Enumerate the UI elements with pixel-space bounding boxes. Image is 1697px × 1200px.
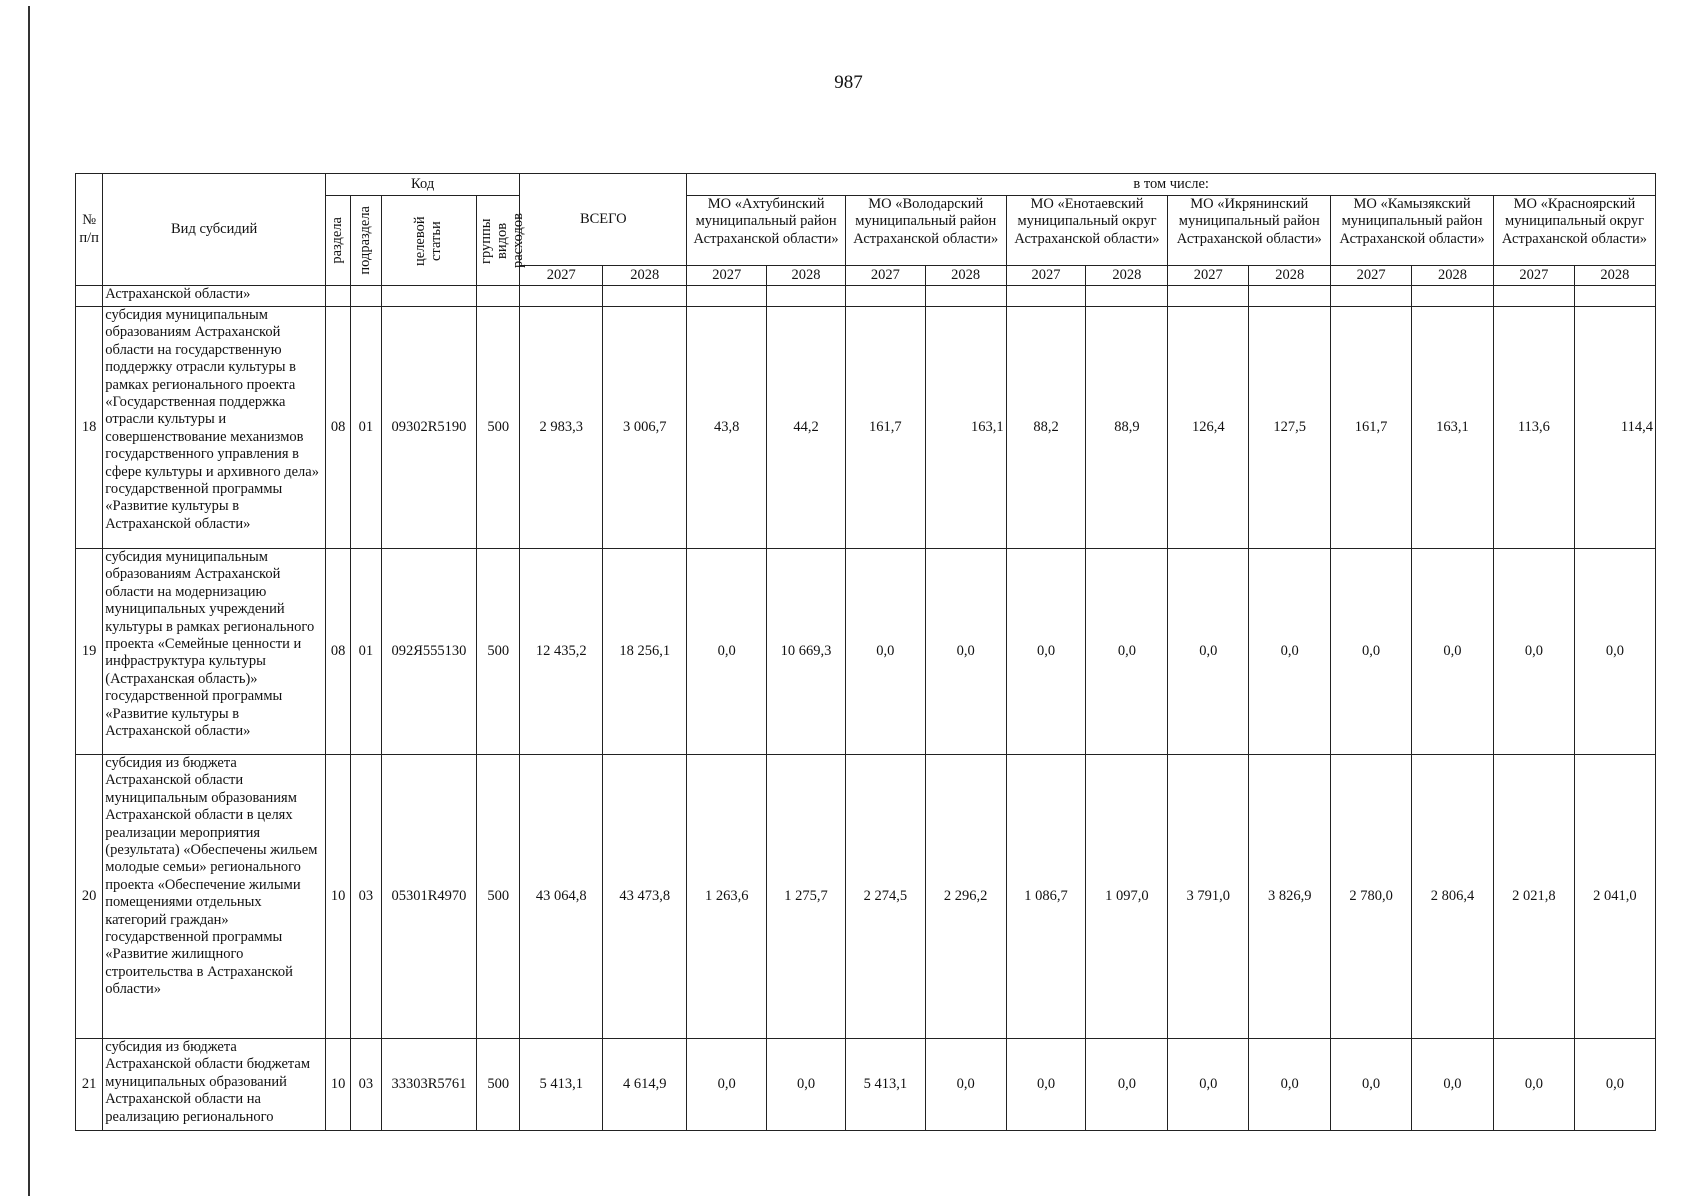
value-cell: 126,4 (1168, 307, 1249, 549)
value-cell: 0,0 (1331, 549, 1412, 755)
podrazdel-code: 03 (351, 755, 381, 1039)
page-number: 987 (834, 72, 863, 93)
year-cell: 2028 (1574, 266, 1655, 286)
year-cell: 2027 (1168, 266, 1249, 286)
value-cell: 1 097,0 (1086, 755, 1168, 1039)
value-cell: 4 614,9 (603, 1039, 687, 1131)
row-number: 20 (76, 755, 103, 1039)
row-number: 19 (76, 549, 103, 755)
num-header: № п/п (76, 174, 103, 286)
mo-header-kamyzyaksky: МО «Камызякский муниципальный район Астраханской области» (1331, 196, 1494, 266)
value-cell: 10 669,3 (767, 549, 846, 755)
year-cell: 2027 (1006, 266, 1086, 286)
podrazdel-code: 01 (351, 307, 381, 549)
value-cell: 0,0 (1574, 549, 1655, 755)
year-cell: 2027 (845, 266, 925, 286)
year-cell: 2028 (925, 266, 1006, 286)
value-cell: 88,9 (1086, 307, 1168, 549)
subsidy-table (75, 173, 1656, 1131)
vid-header: Вид субсидий (103, 174, 326, 286)
cs-code: 092Я555130 (381, 549, 477, 755)
year-cell: 2027 (1331, 266, 1412, 286)
value-cell: 113,6 (1493, 307, 1574, 549)
mo-header-akhtubinsky: МО «Ахтубинский муниципальный район Астраханской области» (687, 196, 846, 266)
row-description: субсидия муниципальным образованиям Астраханской области на государственную поддержку отрасли культуры в рамках регионального проекта «Государственная поддержка отрасли культуры и совершенствование механизмов государственного управления в сфере культуры и архивного дела» государственной программы «Развитие культуры в Астраханской области» (103, 307, 326, 549)
value-cell: 0,0 (1493, 1039, 1574, 1131)
cs-code: 09302R5190 (381, 307, 477, 549)
left-margin-line (28, 6, 30, 1196)
value-cell: 0,0 (1331, 1039, 1412, 1131)
value-cell: 0,0 (687, 549, 767, 755)
mo-header-enotaevsky: МО «Енотаевский муниципальный округ Астраханской области» (1006, 196, 1168, 266)
table-row (76, 307, 1656, 549)
razdel-code: 08 (325, 549, 350, 755)
value-cell: 0,0 (1168, 1039, 1249, 1131)
table-row (76, 755, 1656, 1039)
v-tom-chisle-header: в том числе: (687, 174, 1656, 196)
value-cell: 43 064,8 (520, 755, 603, 1039)
table-row (76, 1039, 1656, 1131)
razdel-code: 10 (325, 755, 350, 1039)
podrazdel-code: 03 (351, 1039, 381, 1131)
value-cell: 0,0 (1168, 549, 1249, 755)
value-cell: 1 275,7 (767, 755, 846, 1039)
vsego-header: ВСЕГО (520, 174, 687, 266)
value-cell: 0,0 (845, 549, 925, 755)
razdel-code: 08 (325, 307, 350, 549)
vr-code: 500 (477, 755, 520, 1039)
value-cell: 88,2 (1006, 307, 1086, 549)
value-cell: 0,0 (1249, 1039, 1331, 1131)
cs-code: 05301R4970 (381, 755, 477, 1039)
value-cell: 163,1 (1412, 307, 1494, 549)
value-cell: 18 256,1 (603, 549, 687, 755)
row-number: 18 (76, 307, 103, 549)
value-cell: 2 296,2 (925, 755, 1006, 1039)
vr-code: 500 (477, 307, 520, 549)
value-cell: 0,0 (1412, 549, 1494, 755)
year-cell: 2028 (1412, 266, 1494, 286)
year-cell: 2028 (1086, 266, 1168, 286)
row-description: субсидия из бюджета Астраханской области муниципальным образованиям Астраханской области в целях реализации мероприятия (результата) «Обеспечены жильем молодые семьи» регионального проекта «Обеспечение жилыми помещениями отдельных категорий граждан» государственной программы «Развитие жилищного строительства в Астраханской области» (103, 755, 326, 1039)
year-cell: 2028 (603, 266, 687, 286)
year-cell: 2027 (687, 266, 767, 286)
row-description: субсидия муниципальным образованиям Астраханской области на модернизацию муниципальных учреждений культуры в рамках регионального проекта «Семейные ценности и инфраструктура культуры (Астраханская область)» государственной программы «Развитие культуры в Астраханской области» (103, 549, 326, 755)
mo-header-ikryaninsky: МО «Икрянинский муниципальный район Астраханской области» (1168, 196, 1331, 266)
value-cell: 2 021,8 (1493, 755, 1574, 1039)
year-cell: 2027 (520, 266, 603, 286)
value-cell: 0,0 (767, 1039, 846, 1131)
value-cell: 161,7 (845, 307, 925, 549)
value-cell: 0,0 (925, 1039, 1006, 1131)
kod-header: Код (325, 174, 519, 196)
year-cell: 2027 (1493, 266, 1574, 286)
year-cell: 2028 (1249, 266, 1331, 286)
mo-header-volodarsky: МО «Володарский муниципальный район Астраханской области» (845, 196, 1006, 266)
value-cell: 43 473,8 (603, 755, 687, 1039)
value-cell: 0,0 (1412, 1039, 1494, 1131)
value-cell: 2 983,3 (520, 307, 603, 549)
value-cell: 5 413,1 (845, 1039, 925, 1131)
value-cell: 43,8 (687, 307, 767, 549)
vr-code: 500 (477, 1039, 520, 1131)
value-cell: 0,0 (1249, 549, 1331, 755)
value-cell: 2 274,5 (845, 755, 925, 1039)
value-cell: 0,0 (1086, 1039, 1168, 1131)
mo-header-krasnoyarsky: МО «Красноярский муниципальный округ Астраханской области» (1493, 196, 1655, 266)
value-cell: 0,0 (1574, 1039, 1655, 1131)
value-cell: 0,0 (1006, 1039, 1086, 1131)
row-description: субсидия из бюджета Астраханской области бюджетам муниципальных образований Астраханской области на реализацию регионального (103, 1039, 326, 1131)
year-cell: 2028 (767, 266, 846, 286)
value-cell: 2 806,4 (1412, 755, 1494, 1039)
cs-code: 33303R5761 (381, 1039, 477, 1131)
continuation-row (76, 286, 1656, 307)
continuation-text: Астраханской области» (103, 286, 326, 307)
value-cell: 1 086,7 (1006, 755, 1086, 1039)
header-row-1 (76, 174, 1656, 196)
vr-code: 500 (477, 549, 520, 755)
value-cell: 1 263,6 (687, 755, 767, 1039)
table-row (76, 549, 1656, 755)
value-cell: 0,0 (1006, 549, 1086, 755)
value-cell: 2 041,0 (1574, 755, 1655, 1039)
celevoy-header: целевой статьи (381, 196, 477, 286)
value-cell: 3 791,0 (1168, 755, 1249, 1039)
value-cell: 0,0 (1493, 549, 1574, 755)
podrazdela-header: подраздела (351, 196, 381, 286)
value-cell: 161,7 (1331, 307, 1412, 549)
razdela-header: раздела (325, 196, 350, 286)
razdel-code: 10 (325, 1039, 350, 1131)
value-cell: 44,2 (767, 307, 846, 549)
value-cell: 3 826,9 (1249, 755, 1331, 1039)
value-cell: 3 006,7 (603, 307, 687, 549)
value-cell: 127,5 (1249, 307, 1331, 549)
value-cell: 5 413,1 (520, 1039, 603, 1131)
gruppy-header: группы видов расходов (477, 196, 520, 286)
value-cell: 2 780,0 (1331, 755, 1412, 1039)
value-cell: 0,0 (687, 1039, 767, 1131)
value-cell: 0,0 (925, 549, 1006, 755)
podrazdel-code: 01 (351, 549, 381, 755)
value-cell: 12 435,2 (520, 549, 603, 755)
value-cell: 114,4 (1574, 307, 1655, 549)
value-cell: 163,1 (925, 307, 1006, 549)
value-cell: 0,0 (1086, 549, 1168, 755)
row-number: 21 (76, 1039, 103, 1131)
